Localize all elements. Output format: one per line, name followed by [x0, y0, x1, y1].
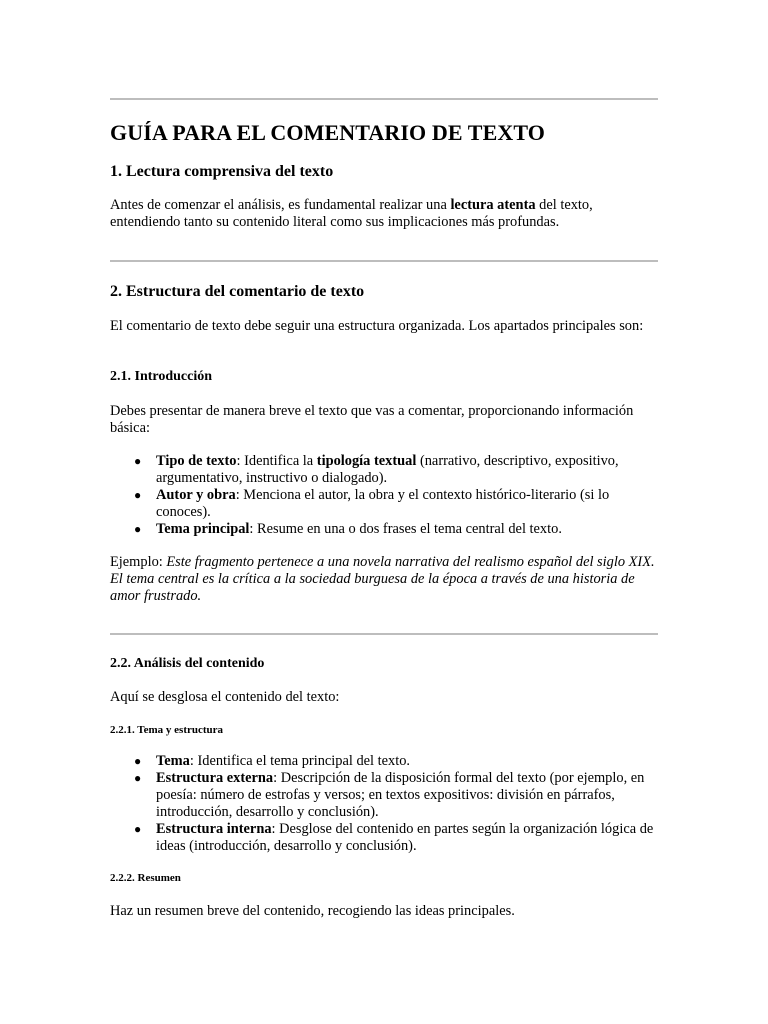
introduccion-heading: 2.1. Introducción — [110, 369, 213, 384]
list-item — [110, 821, 658, 855]
introduccion-list — [110, 453, 658, 538]
list-item-bold-term: tipología textual — [316, 453, 417, 469]
bullet-icon: ● — [134, 488, 142, 502]
section-1-heading: 1. Lectura comprensiva del texto — [110, 163, 334, 180]
section-1-text-start: Antes de comenzar el análisis, es fundamental realizar una — [110, 197, 451, 213]
bullet-icon: ● — [134, 754, 142, 768]
list-item-term: Tema — [156, 753, 190, 769]
bullet-icon: ● — [134, 822, 142, 836]
list-item-text-end: (narrativo, descriptivo, expositivo, argumentativo, instructivo o dialogado). — [156, 453, 619, 486]
list-item — [110, 521, 658, 538]
section-1-text-end: del texto, entendiendo tanto su contenido literal como sus implicaciones más profundas. — [110, 197, 593, 230]
example-paragraph — [110, 554, 658, 605]
section-1-paragraph — [110, 197, 658, 231]
divider-1 — [110, 260, 658, 262]
list-item-text: : Resume en una o dos frases el tema central del texto. — [249, 521, 562, 537]
list-item — [110, 453, 658, 487]
analisis-paragraph: Aquí se desglosa el contenido del texto: — [110, 689, 340, 705]
example-label: Ejemplo: — [110, 554, 167, 570]
introduccion-paragraph: Debes presentar de manera breve el texto que vas a comentar, proporcionando información básica: — [110, 403, 634, 436]
bullet-icon: ● — [134, 454, 142, 468]
example-text: Este fragmento pertenece a una novela narrativa del realismo español del siglo XIX. El tema central es la crítica a la sociedad burguesa de la época a través de una historia de amor frustrado. — [110, 554, 655, 604]
analisis-heading: 2.2. Análisis del contenido — [110, 656, 265, 671]
resumen-heading: 2.2.2. Resumen — [110, 872, 181, 884]
section-2-heading: 2. Estructura del comentario de texto — [110, 283, 365, 300]
list-item-term: Autor y obra — [156, 487, 236, 503]
divider-top — [110, 98, 658, 100]
divider-2 — [110, 633, 658, 635]
list-item-text: : Menciona el autor, la obra y el contexto histórico-literario (si lo conoces). — [156, 487, 610, 520]
list-item-text: : Identifica el tema principal del texto. — [189, 753, 411, 769]
list-item-text: : Descripción de la disposición formal del texto (por ejemplo, en poesía: número de estrofas y versos; en textos expositivos: división en párrafos, introducción, desarrollo y conclusión). — [156, 770, 645, 820]
list-item — [110, 487, 658, 521]
list-item — [110, 770, 658, 821]
list-item-term: Tipo de texto — [156, 453, 237, 469]
tema-estructura-list — [110, 753, 658, 855]
list-item-term: Estructura interna — [156, 821, 272, 837]
resumen-paragraph: Haz un resumen breve del contenido, recogiendo las ideas principales. — [110, 903, 515, 919]
list-item-text: : Desglose del contenido en partes según la organización lógica de ideas (introducción, desarrollo y conclusión). — [156, 821, 654, 854]
list-item-text: : Identifica la — [236, 453, 317, 469]
section-1-bold-term: lectura atenta — [450, 197, 536, 213]
document-title: GUÍA PARA EL COMENTARIO DE TEXTO — [110, 120, 545, 145]
list-item — [110, 753, 658, 770]
tema-estructura-heading: 2.2.1. Tema y estructura — [110, 724, 224, 736]
list-item-term: Estructura externa — [156, 770, 274, 786]
bullet-icon: ● — [134, 771, 142, 785]
list-item-term: Tema principal — [156, 521, 250, 537]
bullet-icon: ● — [134, 522, 142, 536]
section-2-intro: El comentario de texto debe seguir una estructura organizada. Los apartados principales son: — [110, 318, 644, 334]
